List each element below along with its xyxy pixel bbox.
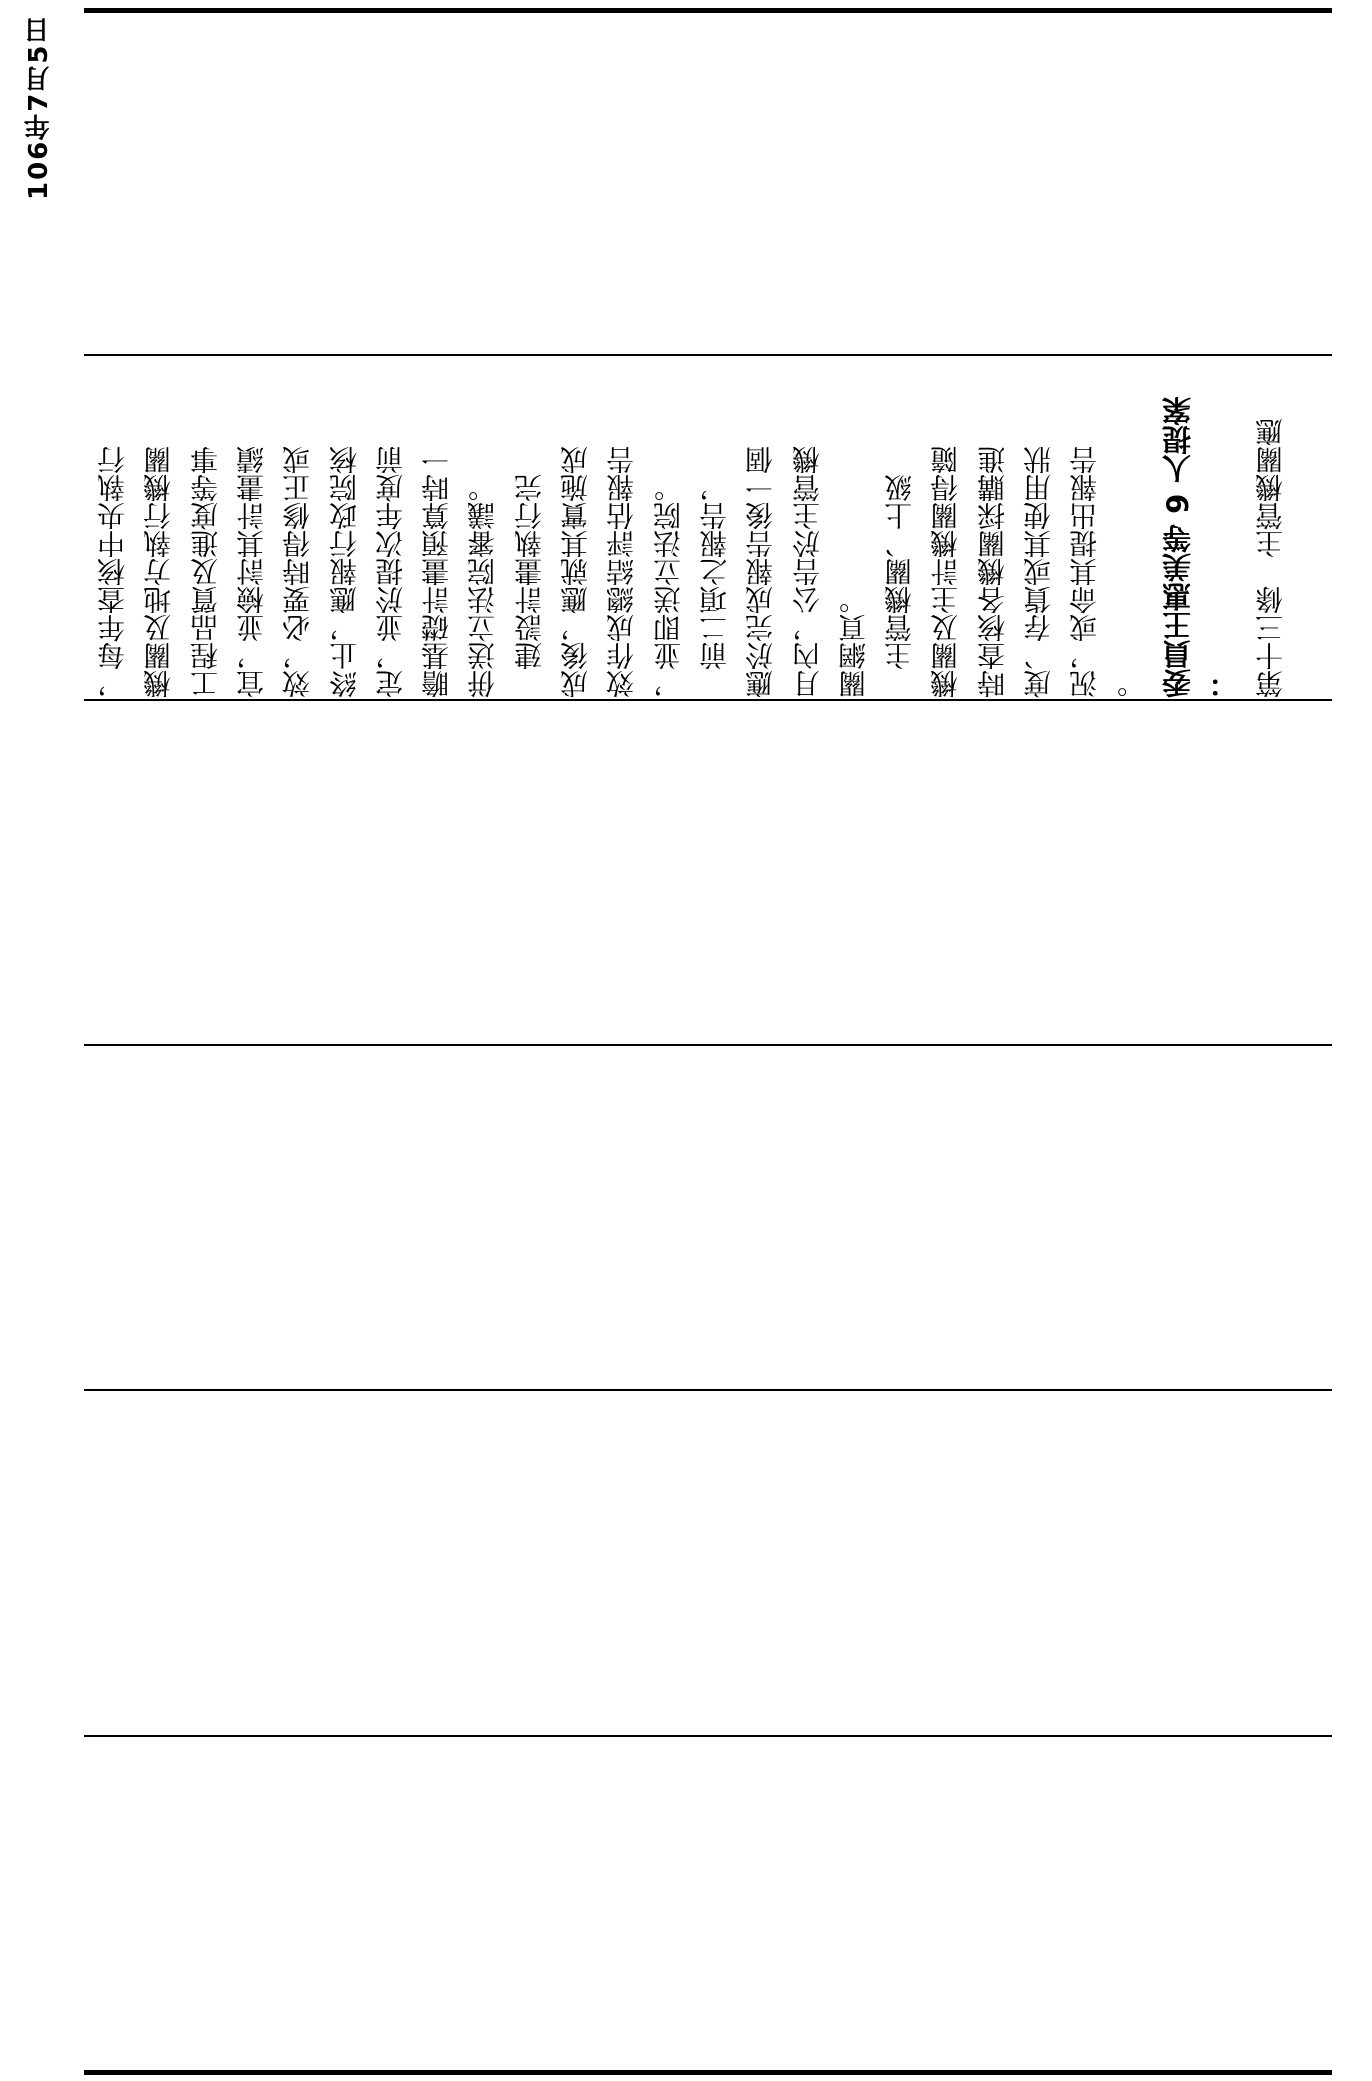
text-line: ，並即送立法院。 [651, 474, 685, 698]
text-line: 瞻基礎計畫預算時一 [420, 446, 454, 698]
text-line: 定，並於提次年度前 [373, 446, 407, 698]
text-line: 宜，並檢討其計畫績 [234, 446, 268, 698]
document-date: 106年7月5日 [24, 16, 54, 201]
row-divider [84, 1735, 1332, 1737]
text-line: 效，必要時得修正或 [281, 446, 315, 698]
text-line: 機關及地方執行機關 [142, 446, 176, 698]
text-line: 成後，應就其實施成 [559, 446, 592, 698]
text-line: 效作成總結評估報告 [605, 446, 639, 698]
text-line: 關網頁。 [836, 586, 870, 698]
text-line: 況，或命其提出報告 [1068, 446, 1102, 698]
proposal-heading-line: 委員王惠美等 9 人提案 [1160, 396, 1195, 698]
row-divider [84, 1044, 1332, 1046]
text-line: 主管機關、上級 [883, 474, 917, 698]
text-line: 工程品質及進度等事 [188, 446, 222, 698]
text-line: 度、存貨或其使用狀 [1022, 446, 1055, 698]
text-line: 應於完成報告後一個 [744, 446, 778, 698]
row-divider [84, 1389, 1332, 1391]
row-divider [84, 699, 1332, 701]
text-line: 月內，公告於主管機 [790, 446, 824, 698]
text-line: 前二項之報告， [697, 474, 731, 698]
top-border [84, 8, 1332, 13]
text-line: 時查核各機關採購進 [975, 446, 1009, 698]
text-line: 。 [1114, 670, 1148, 698]
text-line: ，每年查核中央執行 [96, 446, 129, 698]
text-line: 機關及主計機關得隨 [929, 446, 963, 698]
text-line: 終止，應報行政院核 [327, 446, 361, 698]
text-line: 併送立法院審議。 [466, 474, 500, 698]
text-line: 第十三條 主管機關應 [1253, 418, 1287, 698]
bottom-border [84, 2070, 1332, 2075]
proposal-heading-line: ： [1207, 669, 1242, 698]
text-line: 建設計畫執行完 [512, 474, 546, 698]
row-divider [84, 354, 1332, 356]
